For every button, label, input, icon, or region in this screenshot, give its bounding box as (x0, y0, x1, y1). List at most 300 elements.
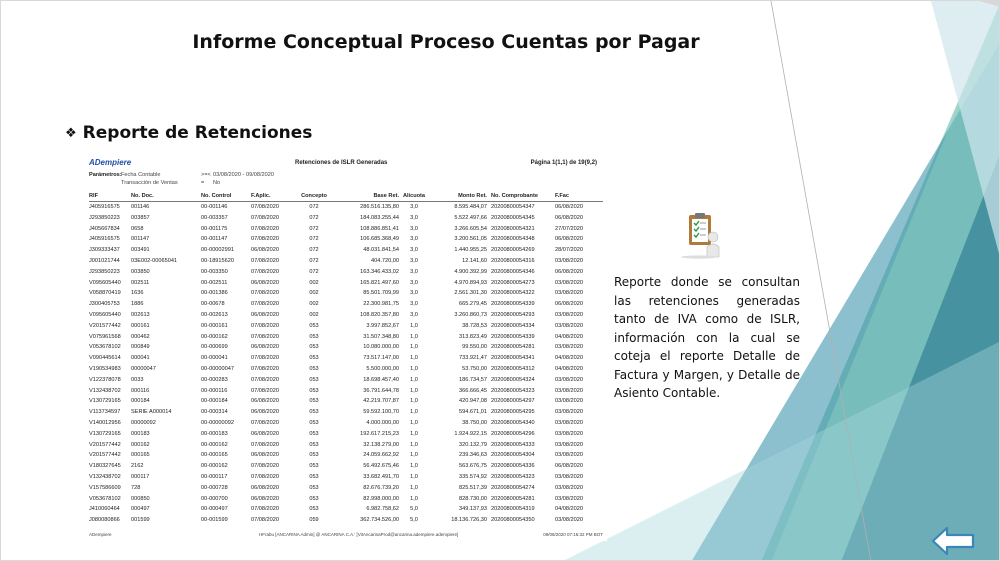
table-cell: 000161 (131, 322, 150, 329)
table-row (89, 515, 603, 526)
table-cell: 07/08/2020 (251, 376, 279, 383)
table-cell: 20200800054333 (491, 441, 535, 448)
table-cell: 03/08/2020 (555, 344, 583, 351)
table-row (89, 429, 603, 440)
table-cell: 00-001146 (201, 204, 228, 210)
table-cell: 00-000041 (201, 355, 228, 362)
table-cell: 82.676.739,20 (363, 484, 399, 491)
table-cell: 20200800054336 (491, 463, 535, 470)
table-cell: 04/08/2020 (555, 506, 583, 513)
table-row (89, 483, 603, 494)
table-cell: 20200800054346 (491, 268, 535, 275)
table-row (89, 418, 603, 429)
table-cell: 5.522.497,66 (454, 214, 487, 221)
table-cell: 06/08/2020 (555, 214, 583, 221)
table-cell: J405916575 (89, 204, 120, 210)
table-cell: 38.750,00 (462, 419, 487, 426)
table-cell: 07/08/2020 (251, 236, 279, 243)
table-cell: V058870419 (89, 290, 121, 297)
table-cell: 06/08/2020 (555, 268, 583, 275)
table-cell: 053 (309, 473, 319, 480)
table-cell: 03/08/2020 (555, 279, 583, 286)
table-cell: 07/08/2020 (251, 463, 279, 470)
table-cell: V201577442 (89, 452, 121, 459)
table-cell: 072 (309, 257, 319, 264)
table-cell: 4.000.000,00 (366, 419, 399, 426)
table-cell: 053 (309, 322, 319, 329)
table-cell: 03/08/2020 (555, 376, 583, 383)
table-cell: 07/08/2020 (251, 473, 279, 480)
table-cell: 108.820.357,80 (360, 311, 399, 318)
table-cell: 1,0 (410, 322, 418, 329)
table-cell: 00-001599 (201, 517, 228, 524)
table-cell: J080080866 (89, 517, 120, 524)
table-cell: 03/08/2020 (555, 311, 583, 318)
table-cell: 28/07/2020 (555, 247, 583, 254)
table-cell: 000497 (131, 506, 150, 513)
table-cell: 06/08/2020 (555, 463, 583, 470)
table-cell: 072 (309, 225, 319, 232)
table-cell: V132438702 (89, 473, 121, 480)
table-cell: V113734597 (89, 409, 121, 416)
table-cell: 053 (309, 430, 319, 437)
column-header: F.Fac (555, 192, 603, 202)
table-cell: V095605440 (89, 279, 121, 286)
table-cell: 002 (309, 279, 319, 286)
table-cell: 053 (309, 419, 319, 426)
table-cell: J309333437 (89, 247, 120, 254)
table-row (89, 256, 603, 267)
table-cell: 3,0 (410, 204, 418, 210)
table-cell: 001147 (131, 236, 150, 243)
clipboard-checklist-person-icon (675, 211, 723, 259)
table-cell: 3,0 (410, 257, 418, 264)
table-cell: 1,0 (410, 419, 418, 426)
table-cell: 072 (309, 214, 319, 221)
diamond-bullet-icon: ❖ (65, 126, 77, 141)
table-cell: 07/08/2020 (251, 441, 279, 448)
table-cell: 00-000183 (201, 430, 228, 437)
table-cell: 56.492.675,46 (363, 463, 399, 470)
table-cell: 003850 (131, 268, 150, 275)
table-cell: 82.998.000,00 (363, 495, 399, 502)
table-row (89, 450, 603, 461)
table-cell: 03/08/2020 (555, 484, 583, 491)
table-cell: 00-002511 (201, 279, 228, 286)
table-row (89, 386, 603, 397)
table-cell: 4.900.392,99 (454, 268, 487, 275)
table-cell: 00-000162 (201, 333, 228, 340)
table-cell: 404.720,00 (371, 257, 399, 264)
table-cell: 4.970.894,93 (454, 279, 487, 286)
table-cell: J405916575 (89, 236, 120, 243)
table-cell: 002 (309, 301, 319, 308)
table-cell: 20200800054304 (491, 452, 535, 459)
table-cell: 20200800054340 (491, 419, 535, 426)
table-cell: V140012956 (89, 419, 121, 426)
table-cell: 001146 (131, 204, 150, 210)
column-header: Base Ret. (331, 192, 399, 202)
report-parameters (89, 171, 389, 187)
table-cell: 320.132,79 (459, 441, 487, 448)
table-cell: 03/08/2020 (555, 387, 583, 394)
back-arrow-icon[interactable] (931, 525, 975, 557)
table-cell: 239.346,63 (459, 452, 487, 459)
table-cell: 07/08/2020 (251, 365, 279, 372)
table-cell: 828.730,00 (459, 495, 487, 502)
table-cell: 07/08/2020 (251, 301, 279, 308)
table-cell: 36.791.644,78 (363, 387, 399, 394)
param-field: Fecha Contable (121, 172, 161, 178)
table-cell: V190534983 (89, 365, 121, 372)
table-cell: 03/08/2020 (555, 419, 583, 426)
table-cell: 20200800054281 (491, 495, 535, 502)
table-cell: 07/08/2020 (251, 214, 279, 221)
table-row (89, 202, 603, 213)
table-cell: 00-001386 (201, 290, 228, 297)
table-cell: 42.219.707,87 (363, 398, 399, 405)
param-value: No (213, 180, 221, 186)
table-cell: 184.083.255,44 (360, 214, 399, 221)
table-cell: 00-000728 (201, 484, 228, 491)
table-cell: V130729165 (89, 430, 121, 437)
column-header: No. Comprobante (487, 192, 555, 202)
table-row (89, 461, 603, 472)
table-cell: 99.550,00 (462, 344, 487, 351)
table-cell: 20200800054293 (491, 311, 535, 318)
table-cell: 420.947,08 (459, 398, 487, 405)
table-cell: 3,0 (410, 311, 418, 318)
table-cell: 20200800054273 (491, 279, 535, 286)
table-cell: 00-000117 (201, 473, 228, 480)
table-cell: 1636 (131, 290, 144, 297)
table-cell: 165.821.497,60 (360, 279, 399, 286)
table-cell: 24.059.662,92 (363, 452, 399, 459)
table-cell: 18.136.726,30 (451, 517, 487, 524)
table-cell: 053 (309, 484, 319, 491)
table-cell: 00-000162 (201, 463, 228, 470)
table-cell: 00-000165 (201, 452, 228, 459)
table-cell: 03/08/2020 (555, 452, 583, 459)
table-cell: 12.141,60 (462, 257, 487, 264)
table-cell: 286.516.135,80 (360, 204, 399, 210)
table-cell: 06/08/2020 (555, 204, 583, 210)
table-cell: 03/08/2020 (555, 495, 583, 502)
table-cell: 053 (309, 355, 319, 362)
table-cell: 00-00000092 (201, 419, 234, 426)
table-cell: 00-00000047 (201, 365, 234, 372)
table-row (89, 353, 603, 364)
table-row (89, 494, 603, 505)
table-cell: 001599 (131, 517, 150, 524)
table-cell: J293850223 (89, 268, 120, 275)
table-cell: 20200800054296 (491, 430, 535, 437)
table-cell: V075961568 (89, 333, 121, 340)
table-cell: 07/08/2020 (251, 387, 279, 394)
table-cell: 20200800054334 (491, 322, 535, 329)
table-cell: 06/08/2020 (555, 236, 583, 243)
table-row (89, 310, 603, 321)
table-cell: 06/08/2020 (251, 279, 279, 286)
table-cell: 00-000497 (201, 506, 228, 513)
table-cell: 03/08/2020 (555, 290, 583, 297)
table-cell: 563.676,75 (459, 463, 487, 470)
table-cell: 1.924.922,15 (454, 430, 487, 437)
table-cell: 10.080.000,00 (363, 344, 399, 351)
table-cell: 1,0 (410, 495, 418, 502)
column-header: No. Control (201, 192, 251, 202)
table-cell: 108.886.851,41 (360, 225, 399, 232)
table-cell: 053 (309, 463, 319, 470)
param-value: 03/08/2020 - 09/08/2020 (213, 172, 274, 178)
table-cell: 03/08/2020 (555, 322, 583, 329)
table-cell: 000041 (131, 355, 150, 362)
table-cell: 3,0 (410, 301, 418, 308)
table-cell: 186.734,57 (459, 376, 487, 383)
table-cell: 00-18915620 (201, 257, 234, 264)
table-cell: 1,0 (410, 484, 418, 491)
table-cell: 20200800054297 (491, 398, 535, 405)
table-cell: 1,0 (410, 333, 418, 340)
table-cell: 000162 (131, 441, 150, 448)
table-cell: 33.682.491,70 (363, 473, 399, 480)
table-cell: 20200800054321 (491, 225, 535, 232)
table-cell: 31.507.348,80 (363, 333, 399, 340)
table-cell: 1,0 (410, 409, 418, 416)
table-cell: 349.137,93 (459, 506, 487, 513)
table-row (89, 364, 603, 375)
table-cell: V130729165 (89, 398, 121, 405)
table-cell: 07/08/2020 (251, 257, 279, 264)
table-cell: 20200800054350 (491, 517, 535, 524)
table-cell: 072 (309, 247, 319, 254)
table-cell: 20200800054347 (491, 204, 535, 210)
table-cell: SERIE A000014 (131, 409, 172, 416)
table-cell: 07/08/2020 (251, 419, 279, 426)
table-cell: 00-000162 (201, 441, 228, 448)
table-cell: 1,0 (410, 355, 418, 362)
table-cell: 00000092 (131, 419, 156, 426)
table-cell: 20200800054281 (491, 344, 535, 351)
table-row (89, 407, 603, 418)
table-cell: 20200800054339 (491, 333, 535, 340)
table-cell: 0658 (131, 225, 144, 232)
table-cell: 48.031.841,54 (363, 247, 399, 254)
table-cell: 1,0 (410, 344, 418, 351)
table-cell: 3,0 (410, 225, 418, 232)
table-cell: V122378078 (89, 376, 121, 383)
table-cell: 362.734.526,00 (360, 517, 399, 524)
table-cell: V053678102 (89, 344, 121, 351)
table-cell: 07/08/2020 (251, 517, 279, 524)
table-cell: 00-000283 (201, 376, 228, 383)
table-cell: 06/08/2020 (251, 398, 279, 405)
table-row (89, 234, 603, 245)
table-cell: 03/08/2020 (555, 409, 583, 416)
table-cell: 00000047 (131, 365, 156, 372)
table-cell: V201577442 (89, 322, 121, 329)
table-cell: 000184 (131, 398, 150, 405)
table-cell: 3,0 (410, 236, 418, 243)
table-row (89, 288, 603, 299)
table-cell: 20200800054345 (491, 214, 535, 221)
table-row (89, 213, 603, 224)
column-header: Monto Ret. (429, 192, 487, 202)
table-cell: 8.595.484,07 (454, 204, 487, 210)
section-heading (65, 123, 312, 143)
table-cell: 73.517.147,00 (363, 355, 399, 362)
table-cell: 00-002613 (201, 311, 228, 318)
table-cell: 1,0 (410, 463, 418, 470)
table-cell: 20200800054274 (491, 484, 535, 491)
table-cell: 072 (309, 236, 319, 243)
param-field: Transacción de Ventas (121, 180, 178, 186)
table-cell: 3.266.605,54 (454, 225, 487, 232)
table-cell: 07/08/2020 (251, 204, 279, 210)
table-cell: 000850 (131, 495, 150, 502)
table-cell: J300405753 (89, 301, 120, 308)
footer-left: ADempiere (89, 532, 112, 537)
table-cell: 20200800054295 (491, 409, 535, 416)
table-cell: 003857 (131, 214, 150, 221)
table-row (89, 278, 603, 289)
table-cell: 072 (309, 204, 319, 210)
table-cell: 20200800054319 (491, 506, 535, 513)
table-cell: J001021744 (89, 257, 120, 264)
table-cell: 053 (309, 398, 319, 405)
table-cell: 38.728,53 (462, 322, 487, 329)
report-description: Reporte donde se consultan las retenciones generadas tanto de IVA como de ISLR, información con la cual se coteja el reporte Detalle de Factura y Margen, y Detalle de Asiento Contable. (614, 275, 800, 400)
table-cell: 3,0 (410, 247, 418, 254)
table-cell: 22.300.981,75 (363, 301, 399, 308)
table-row (89, 440, 603, 451)
table-row (89, 299, 603, 310)
table-cell: 053 (309, 506, 319, 513)
table-cell: J410060464 (89, 506, 120, 513)
table-cell: 20200800054323 (491, 387, 535, 394)
report-logo: ADempiere (89, 158, 132, 167)
table-cell: 053 (309, 495, 319, 502)
table-cell: 07/08/2020 (251, 268, 279, 275)
table-cell: 1,0 (410, 387, 418, 394)
table-cell: 1,0 (410, 452, 418, 459)
table-cell: 18.698.457,40 (363, 376, 399, 383)
table-row (89, 396, 603, 407)
table-cell: 06/08/2020 (251, 430, 279, 437)
table-cell: 07/08/2020 (251, 322, 279, 329)
table-cell: 03/08/2020 (555, 473, 583, 480)
table-row (89, 472, 603, 483)
table-cell: 053 (309, 387, 319, 394)
column-header: Alícuota (399, 192, 429, 202)
table-cell: 20200800054341 (491, 355, 535, 362)
table-row (89, 504, 603, 515)
table-cell: 053 (309, 333, 319, 340)
column-header: No. Doc. (131, 192, 201, 202)
table-cell: 00-000161 (201, 322, 228, 329)
table-cell: 07/08/2020 (251, 225, 279, 232)
table-cell: 20200800054348 (491, 236, 535, 243)
column-header: Concepto (297, 192, 331, 202)
table-cell: 002511 (131, 279, 150, 286)
table-row (89, 245, 603, 256)
table-cell: 1.440.955,25 (454, 247, 487, 254)
table-cell: V180327645 (89, 463, 121, 470)
table-cell: 04/08/2020 (555, 365, 583, 372)
column-header: F.Aplic. (251, 192, 297, 202)
table-cell: 53.750,00 (462, 365, 487, 372)
table-cell: 1,0 (410, 398, 418, 405)
table-cell: 03/08/2020 (555, 257, 583, 264)
table-cell: 000849 (131, 344, 150, 351)
table-cell: 3,0 (410, 279, 418, 286)
table-cell: 07/08/2020 (251, 290, 279, 297)
table-cell: 00-00678 (201, 301, 225, 308)
table-cell: 00-000116 (201, 387, 228, 394)
footer-center: HFrabu [ANCARINA Admin] @ ANCARINA C.A.' [VitAncarinaProd@ancarina.adempiere.adempiere] (259, 532, 459, 537)
table-cell: 053 (309, 441, 319, 448)
table-cell: V090445614 (89, 355, 121, 362)
table-cell: 6.982.758,62 (366, 506, 399, 513)
table-cell: 07/08/2020 (251, 333, 279, 340)
table-cell: 000116 (131, 387, 150, 394)
table-cell: 106.685.368,49 (360, 236, 399, 243)
table-cell: V157586609 (89, 484, 121, 491)
table-row (89, 267, 603, 278)
table-cell: 2162 (131, 463, 144, 470)
table-cell: 06/08/2020 (251, 247, 279, 254)
table-cell: 00-001147 (201, 236, 228, 243)
table-cell: 04/08/2020 (555, 355, 583, 362)
table-cell: 06/08/2020 (555, 301, 583, 308)
table-cell: 5.500.000,00 (366, 365, 399, 372)
table-cell: 002613 (131, 311, 150, 318)
table-cell: 0033 (131, 376, 144, 383)
column-header: RIF (89, 192, 131, 202)
table-cell: 04/08/2020 (555, 333, 583, 340)
report-heading: Retenciones de ISLR Generadas (295, 160, 388, 166)
table-cell: 072 (309, 268, 319, 275)
table-cell: 06/08/2020 (251, 409, 279, 416)
table-cell: 5,0 (410, 506, 418, 513)
table-cell: 000165 (131, 452, 150, 459)
table-cell: 733.921,47 (459, 355, 487, 362)
table-cell: 03/08/2020 (555, 441, 583, 448)
table-cell: 20200800054339 (491, 301, 535, 308)
table-cell: 06/08/2020 (251, 344, 279, 351)
table-cell: J405667834 (89, 225, 120, 232)
table-cell: 03/08/2020 (555, 398, 583, 405)
table-cell: V095605440 (89, 311, 121, 318)
retentions-table (89, 192, 603, 526)
param-operator: >=< (201, 172, 211, 178)
table-cell: 053 (309, 409, 319, 416)
table-row (89, 224, 603, 235)
table-cell: 00-000699 (201, 344, 228, 351)
slide-title: Informe Conceptual Proceso Cuentas por Pagar (192, 31, 700, 53)
table-cell: 5,0 (410, 517, 418, 524)
table-cell: 03/08/2020 (555, 517, 583, 524)
table-cell: 053 (309, 376, 319, 383)
table-cell: 00-000700 (201, 495, 228, 502)
table-cell: 053 (309, 452, 319, 459)
table-cell: 20200800054312 (491, 365, 535, 372)
params-label: Parámetros: (89, 172, 122, 178)
table-cell: 06/08/2020 (251, 311, 279, 318)
table-cell: 053 (309, 344, 319, 351)
table-cell: 20200800054323 (491, 473, 535, 480)
table-cell: 06/08/2020 (251, 484, 279, 491)
